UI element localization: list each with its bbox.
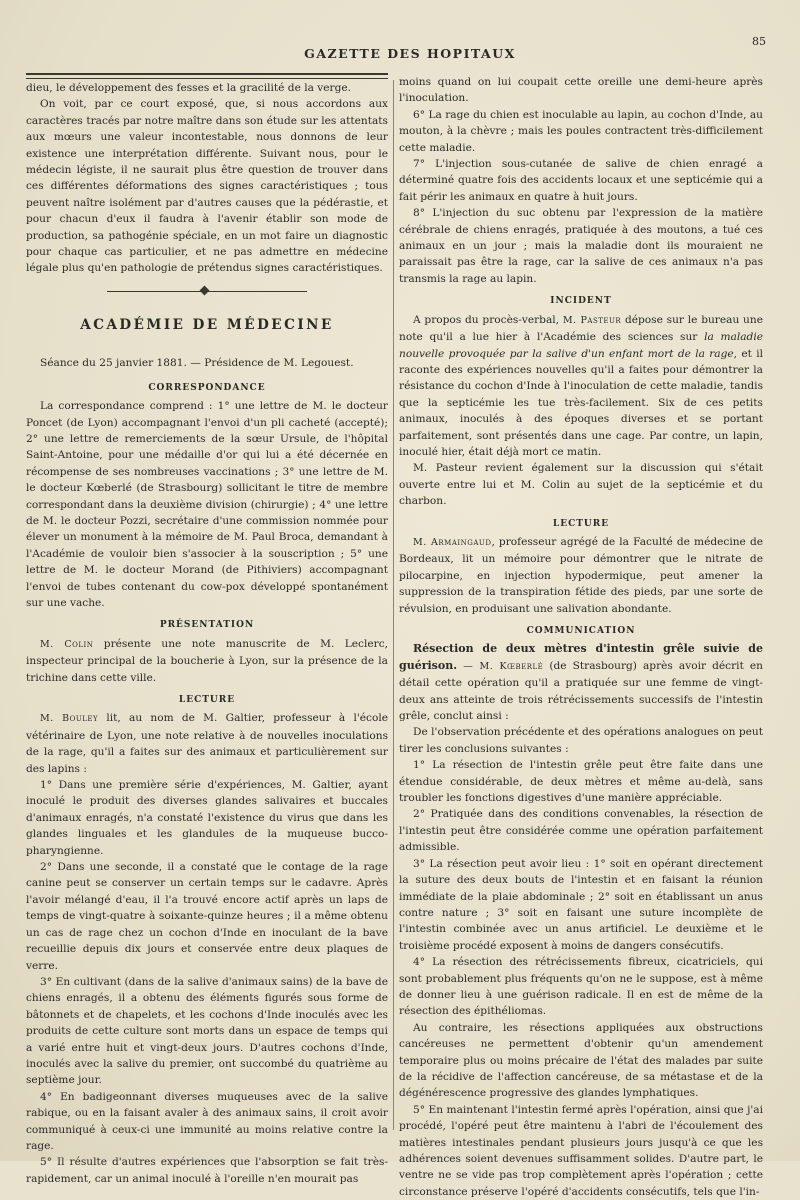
- subhead-lecture: LECTURE: [178, 695, 236, 705]
- list-item: 3° La résection peut avoir lieu : 1° soit en opérant directement la suture des deux bouts de l'intestin et en faisant la réunion immédiate de la plaie abdominale ; 2° soit en établissant un anus contre nature ; 3° soit en faisant une suture incomplète de l'intestin combinée avec un anus artificiel. Le deuxième et le troisième procédé exposent à moins de dangers consécutifs.: [399, 857, 763, 952]
- list-item: 1° La résection de l'intestin grêle peut être faite dans une étendue considérable, de deux mètres et même au-delà, sans troubler les fonctions digestives d'une manière appréciable.: [399, 759, 763, 805]
- incident-text: A propos du procès-verbal,: [413, 313, 563, 326]
- list-item: 2° Dans une seconde, il a constaté que le contage de la rage canine peut se conserver un certain temps sur le cadavre. Après l'avoir mélangé d'eau, il l'a trouvé encore actif après un laps de temps de vingt-quatre à soixante-quinze heures ; il a même obtenu un cas de rage chez un cochon d'Inde en inoculant de la bave recueillie depuis dix jours et conservée entre deux plaques de verre.: [26, 861, 388, 972]
- header-rule: [26, 73, 388, 75]
- list-item: 2° Pratiquée dans des conditions convenables, la résection de l'intestin peut être considérée comme une opération parfaitement admissible.: [399, 808, 763, 854]
- incident-paragraph: [399, 312, 763, 461]
- presentation-paragraph: [26, 636, 388, 686]
- speaker-name: — M. Kœberlé: [457, 660, 544, 672]
- column-divider: [393, 80, 394, 1130]
- resection-paragraph: [399, 641, 763, 724]
- list-item: 7° L'injection sous-cutanée de salive de chien enragé a déterminé quatre fois des accidents locaux et une septicémie qui a fait périr les animaux en quatre à huit jours.: [399, 158, 763, 203]
- list-item: 5° Il résulte d'autres expériences que l'absorption se fait très-rapidement, car un animal inoculé à l'oreille n'en mourait pas: [26, 1156, 388, 1185]
- header-rule-thin: [26, 78, 388, 79]
- list-item: Au contraire, les résections appliquées aux obstructions cancéreuses ne permettent d'obtenir qu'un amendement temporaire plus ou moins précaire de l'état des malades par suite de la récidive de l'affection cancéreuse, de sa métastase et de la dégénérescence progressive des glandes lymphatiques.: [399, 1021, 763, 1100]
- lecture-paragraph: [26, 710, 388, 777]
- pasteur-paragraph: M. Pasteur revient également sur la discussion qui s'était ouverte entre lui et M. Colin au sujet de la septicémie et du charbon.: [399, 462, 763, 508]
- incident-text: , et il raconte des expériences nouvelles qu'il a faites pour démontrer la résistance du cochon d'Inde à l'inoculation de cette maladie, tandis que la septicémie les tue très-facilement. Six de ces petits animaux, inoculés à des époques diverses et se portant parfaitement, sont présentés dans une cage. Par contre, un lapin, inoculé hier, était déjà mort ce matin.: [399, 347, 763, 458]
- section-title: ACADÉMIE DE MÉDECINE: [80, 316, 334, 333]
- seance-line: Séance du 25 janvier 1881. — Présidence de M. Legouest.: [40, 357, 354, 370]
- subhead-incident: INCIDENT: [550, 296, 612, 307]
- speaker-name: M. Colin: [40, 638, 94, 650]
- separator-ornament: [107, 287, 307, 297]
- list-item: 1° Dans une première série d'expériences, M. Galtier, ayant inoculé le produit des diverses glandes salivaires et buccales d'animaux enragés, n'a constaté l'existence du virus que dans les glandes linguales et les glandules de la muqueuse bucco-pharyngienne.: [26, 779, 388, 857]
- speaker-name: M. Pasteur: [562, 314, 622, 326]
- article-title: Résection de deux mètres d'intestin grêle suivie de guérison.: [399, 642, 763, 672]
- speaker-name: M. Bouley: [40, 713, 99, 725]
- diamond-icon: [200, 285, 210, 295]
- page-header: [60, 35, 766, 64]
- incident-italic: la maladie nouvelle provoquée par la salive d'un enfant mort de la rage: [399, 331, 764, 360]
- presentation-text: présente une note manuscrite de M. Leclerc, inspecteur principal de la boucherie à Lyon, sur la présence de la trichine dans cette ville.: [26, 637, 388, 684]
- intro-paragraph: dieu, le développement des fesses et la gracilité de la verge.: [26, 82, 352, 94]
- list-item: 4° En badigeonnant diverses muqueuses avec de la salive rabique, ou en la faisant avaler à des animaux sains, il croit avoir communiqué à ceux-ci une immunité au moins relative contre la rage.: [26, 1090, 388, 1152]
- intro-paragraph: On voit, par ce court exposé, que, si nous accordons aux caractères tracés par notre maître dans son étude sur les attentats aux mœurs une valeur incontestable, nous donnons de leur existence une interprétation différente. Suivant nous, pour le médecin légiste, il ne saurait plus être question de trouver dans ces différentes déformations des signes caractéristiques ; tous peuvent naître isolément par d'autres causes que la pédérastie, et pour chacun d'eux il faudra à l'avenir établir son mode de production, sa pathogénie spéciale, en un mot faire un diagnostic pour chaque cas particulier, et ne pas admettre en médecine légale plus qu'en pathologie de prétendus signes caractéristiques.: [26, 98, 388, 275]
- subhead-communication: COMMUNICATION: [526, 626, 636, 636]
- list-item: 3° En cultivant (dans de la salive d'animaux sains) de la bave de chiens enragés, il a obtenu des éléments figurés sous forme de bâtonnets et de chapelets, et les cochons d'Inde inoculés avec les produits de cette culture sont morts dans un espace de temps qui a varié entre huit et vingt-deux jours. D'autres cochons d'Inde, inoculés avec la salive du premier, ont succombé du quatrième au septième jour.: [26, 975, 388, 1087]
- lecture-text: lit, au nom de M. Galtier, professeur à l'école vétérinaire de Lyon, une note relative à de nouvelles inoculations de la rage, qu'il a faites sur des animaux et particulièrement sur des lapins :: [26, 712, 388, 775]
- conclusion-intro: De l'observation précédente et des opérations analogues on peut tirer les conclusions suivantes :: [399, 726, 763, 755]
- page-number: 85: [752, 35, 766, 48]
- list-item: 6° La rage du chien est inoculable au lapin, au cochon d'Inde, au mouton, à la chèvre ; mais les poules contractent très-difficilement cette maladie.: [399, 108, 763, 154]
- subhead-presentation: PRÉSENTATION: [159, 620, 255, 631]
- lecture-text: , professeur agrégé de la Faculté de médecine de Bordeaux, lit un mémoire pour démontrer que le nitrate de pilocarpine, en injection hypodermique, peut amener la suppression de la transpiration fétide des pieds, par une sorte de révulsion, en produisant une salivation abondante.: [399, 535, 763, 615]
- resection-text: (de Strasbourg) après avoir décrit en détail cette opération qu'il a pratiquée sur une femme de vingt-deux ans atteinte de trois rétrécissements successifs de l'intestin grêle, conclut ainsi :: [399, 659, 763, 723]
- list-item: 8° L'injection du suc obtenu par l'expression de la matière cérébrale de chiens enragés, pratiquée à des moutons, a tué ces animaux en un jour ; mais la maladie dont ils mouraient ne paraissait pas être la rage, car la salive de ces animaux n'a pas transmis la rage au lapin.: [399, 207, 763, 285]
- lecture-paragraph: [399, 534, 763, 617]
- list-item: 5° En maintenant l'intestin fermé après l'opération, ainsi que j'ai procédé, l'opéré peut être maintenu à l'abri de l'écoulement des matières intestinales pendant plusieurs jours jusqu'à ce que les adhérences soient devenues suffisamment solides. D'autre part, le ventre ne se vide pas trop complètement après l'opération ; cette circonstance préserve l'opéré d'accidents consécutifs, tels que l'in-: [399, 1103, 763, 1198]
- incident-text: dépose sur le bureau une note qu'il a lue hier à l'Académie des sciences sur: [399, 313, 763, 344]
- continuation-paragraph: moins quand on lui coupait cette oreille une demi-heure après l'inoculation.: [399, 76, 763, 105]
- subhead-correspondance: CORRESPONDANCE: [148, 382, 266, 393]
- left-column: [26, 80, 388, 1187]
- list-item: 4° La résection des rétrécissements fibreux, cicatriciels, qui sont probablement plus fréquents qu'on ne le suppose, est à même de donner lieu à une guérison radicale. Il en est de même de la résection des épithéliomas.: [399, 956, 763, 1018]
- right-column: [399, 74, 763, 1200]
- running-title: GAZETTE DES HOPITAUX: [304, 46, 516, 61]
- correspondance-paragraph: La correspondance comprend : 1° une lettre de M. le docteur Poncet (de Lyon) accompagnant l'envoi d'un pli cacheté (accepté); 2° une lettre de remerciements de la sœur Ursule, de l'hôpital Saint-Antoine, pour une médaille d'or qui lui a été décernée en récompense de ses nombreuses vaccinations ; 3° une lettre de M. le docteur Kœberlé (de Strasbourg) sollicitant le titre de membre correspondant dans la deuxième division (chirurgie) ; 4° une lettre de M. le docteur Pozzi, secrétaire d'une commission nommée pour élever un monument à la mémoire de M. Paul Broca, demandant à l'Académie de vouloir bien s'associer à la souscription ; 5° une lettre de M. le docteur Morand (de Pithiviers) accompagnant l'envoi de tubes contenant du cow-pox développé spontanément sur une vache.: [26, 400, 388, 609]
- subhead-lecture: LECTURE: [552, 518, 610, 529]
- speaker-name: M. Armaingaud: [413, 536, 492, 548]
